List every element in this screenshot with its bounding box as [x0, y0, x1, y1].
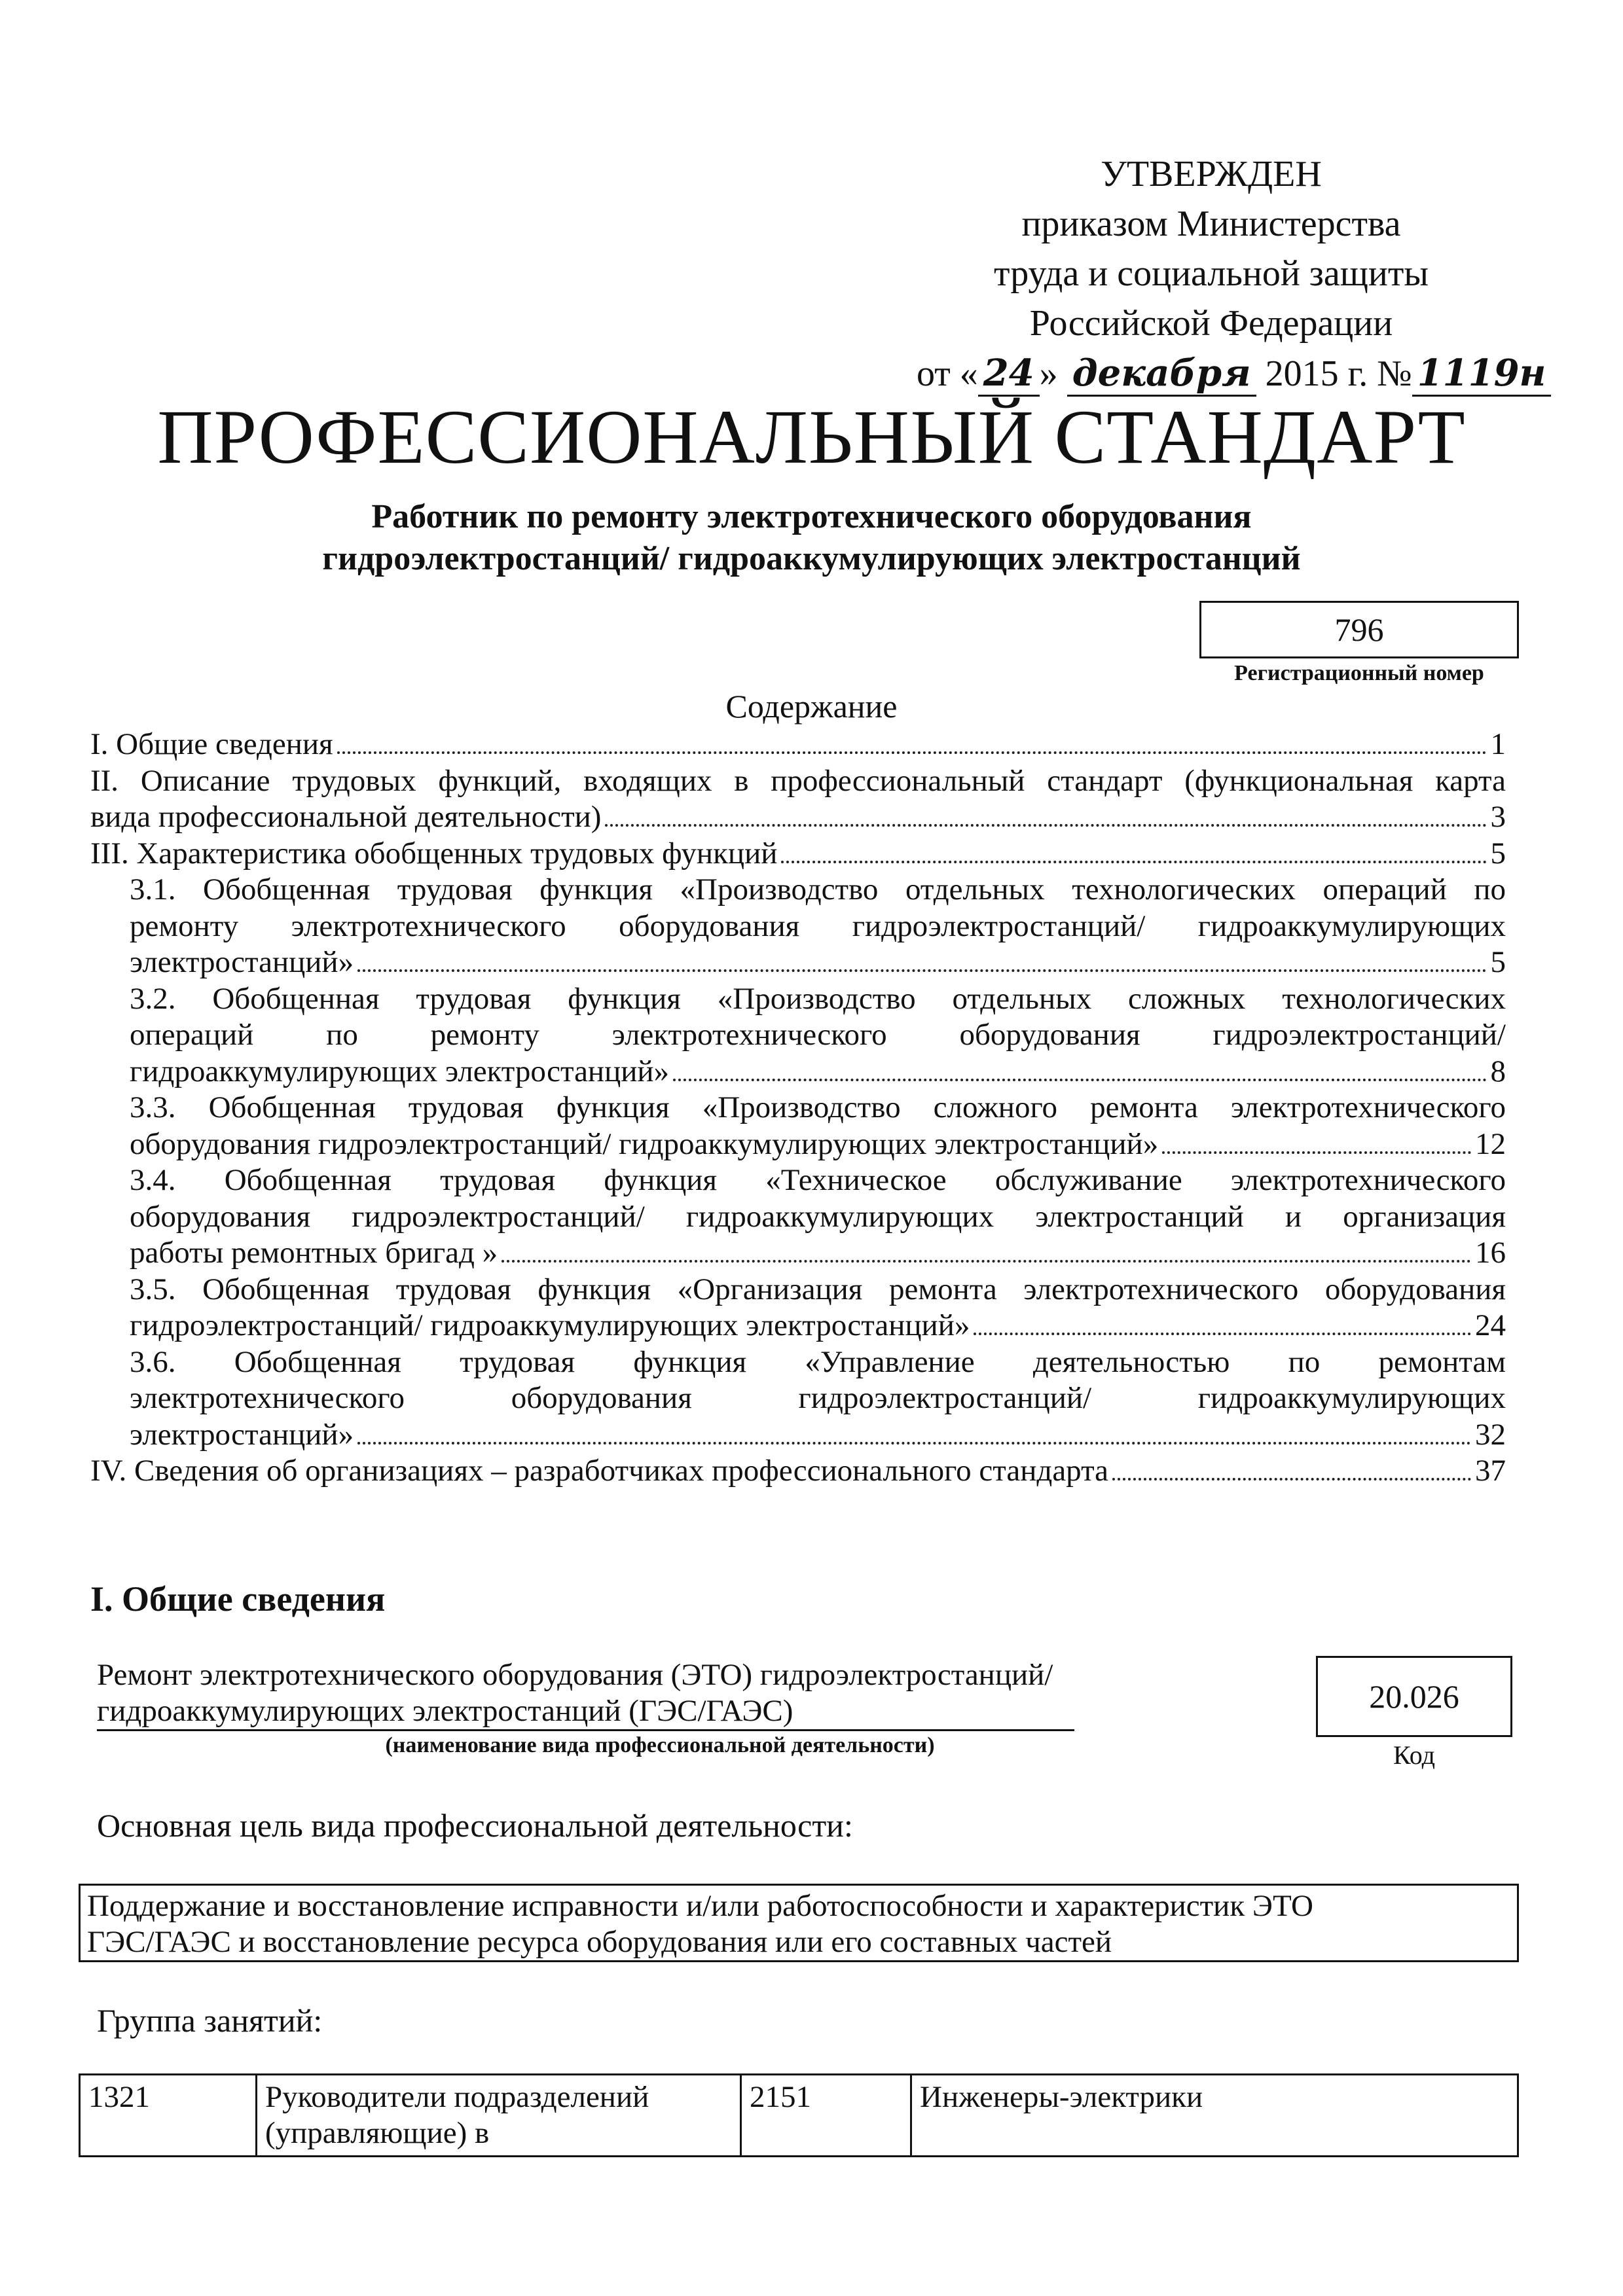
toc-entry-text: электростанций»: [130, 1417, 354, 1452]
group-name-line: Инженеры-электрики: [920, 2080, 1203, 2114]
toc-entry-section-3: [90, 836, 1506, 872]
document-subtitle: [131, 496, 1492, 580]
toc-entry-3-5: [90, 1272, 1506, 1344]
approval-line-4: Российской Федерации: [1029, 303, 1393, 344]
toc-entry-line: ремонту электротехнического оборудования гидроэлектростанций/ гидроаккумулирующих: [130, 908, 1506, 943]
registration-number-caption: Регистрационный номер: [1234, 661, 1484, 685]
toc-entry-line: операций по ремонту электротехнического оборудования гидроэлектростанций/: [130, 1018, 1506, 1052]
toc-entry-line: электротехнического оборудования гидроэлектростанций/ гидроаккумулирующих: [130, 1381, 1506, 1415]
contents-heading: Содержание: [725, 688, 898, 725]
toc-leader: [673, 1079, 1486, 1081]
group-name-line: Руководители подразделений: [265, 2080, 649, 2114]
toc-leader: [1162, 1151, 1471, 1154]
toc-page-number: 5: [1490, 945, 1506, 979]
table-row: [80, 2075, 1518, 2157]
activity-line-1: Ремонт электротехнического оборудования (ЭТО) гидроэлектростанций/: [97, 1658, 1053, 1692]
toc-entry-text: IV. Сведения об организациях – разработчиках профессионального стандарта: [90, 1454, 1109, 1488]
group-name-cell: [257, 2075, 741, 2157]
registration-number-box: 796: [1199, 601, 1519, 658]
toc-entry-section-4: [90, 1453, 1506, 1490]
group-name-line: (управляющие) в: [265, 2116, 490, 2150]
occupation-group-table: [79, 2073, 1519, 2157]
toc-leader: [357, 969, 1486, 972]
activity-line-2: гидроаккумулирующих электростанций (ГЭС/ГАЭС): [97, 1693, 1074, 1731]
approval-block: [917, 149, 1546, 399]
toc-entry-line: 3.5. Обобщенная трудовая функция «Организация ремонта электротехнического оборудования: [130, 1272, 1506, 1306]
approval-line-3: труда и социальной защиты: [994, 253, 1429, 294]
date-year: 2015 г. №: [1256, 353, 1412, 394]
toc-entry-3-4: [90, 1162, 1506, 1272]
toc-entry-text: III. Характеристика обобщенных трудовых функций: [90, 836, 778, 870]
handwritten-day: 24: [978, 351, 1040, 397]
activity-code-caption: Код: [1393, 1740, 1435, 1770]
toc-page-number: 16: [1475, 1236, 1506, 1270]
toc-entry-section-1: [90, 726, 1506, 763]
goal-label: Основная цель вида профессиональной деятельности:: [97, 1807, 853, 1844]
group-code-cell: 2151: [741, 2075, 911, 2157]
toc-entry-line: 3.2. Обобщенная трудовая функция «Производство отдельных сложных технологических: [130, 981, 1506, 1016]
toc-page-number: 5: [1490, 836, 1506, 870]
toc-page-number: 3: [1490, 800, 1506, 834]
approval-line-2: приказом Министерства: [1021, 204, 1401, 244]
occupation-group-label: Группа занятий:: [97, 2002, 323, 2039]
toc-entry-line: 3.3. Обобщенная трудовая функция «Производство сложного ремонта электротехнического: [130, 1090, 1506, 1124]
toc-page-number: 8: [1490, 1054, 1506, 1088]
date-prefix: от «: [917, 353, 978, 394]
section-1-title: I. Общие сведения: [90, 1579, 386, 1619]
activity-code-box: 20.026: [1316, 1656, 1512, 1737]
toc-entry-section-2: [90, 763, 1506, 836]
toc-entry-3-1: [90, 872, 1506, 981]
toc-leader: [974, 1333, 1471, 1335]
toc-entry-text: электростанций»: [130, 945, 354, 979]
date-mid: »: [1039, 353, 1067, 394]
toc-page-number: 37: [1475, 1454, 1506, 1488]
activity-caption: (наименование вида профессиональной деятельности): [385, 1733, 935, 1757]
toc-entry-text: работы ремонтных бригад »: [130, 1236, 498, 1270]
toc-entry-text: оборудования гидроэлектростанций/ гидроаккумулирующих электростанций»: [130, 1126, 1159, 1161]
toc-entry-3-2: [90, 981, 1506, 1090]
toc-leader: [605, 824, 1486, 827]
handwritten-month: декабря: [1067, 351, 1256, 397]
approval-date-line: [917, 348, 1546, 399]
toc-entry-text: I. Общие сведения: [90, 727, 333, 761]
toc-entry-line: 3.4. Обобщенная трудовая функция «Техническое обслуживание электротехнического: [130, 1163, 1506, 1197]
toc-page-number: 32: [1475, 1417, 1506, 1452]
toc-entry-3-3: [90, 1090, 1506, 1162]
toc-entry-line: 3.6. Обобщенная трудовая функция «Управление деятельностью по ремонтам: [130, 1344, 1506, 1379]
toc-leader: [337, 751, 1487, 754]
table-of-contents: [90, 726, 1506, 1490]
goal-line-1: Поддержание и восстановление исправности и/или работоспособности и характеристик ЭТО: [87, 1889, 1313, 1923]
subtitle-line-2: гидроэлектростанций/ гидроаккумулирующих электростанций: [322, 540, 1301, 577]
toc-page-number: 1: [1490, 727, 1506, 761]
toc-leader: [781, 861, 1486, 863]
group-name-cell: [911, 2075, 1518, 2157]
toc-entry-line: II. Описание трудовых функций, входящих в профессиональный стандарт (функциональная карта: [90, 763, 1506, 798]
group-code-cell: 1321: [80, 2075, 257, 2157]
toc-leader: [1112, 1478, 1471, 1480]
toc-entry-line: оборудования гидроэлектростанций/ гидроаккумулирующих электростанций и организация: [130, 1199, 1506, 1234]
goal-box: [79, 1884, 1519, 1962]
subtitle-line-1: Работник по ремонту электротехнического оборудования: [371, 498, 1252, 535]
toc-entry-3-6: [90, 1344, 1506, 1454]
toc-leader: [357, 1442, 1471, 1444]
toc-entry-line: 3.1. Обобщенная трудовая функция «Производство отдельных технологических операций по: [130, 872, 1506, 906]
toc-entry-text: гидроэлектростанций/ гидроаккумулирующих электростанций»: [130, 1308, 970, 1342]
toc-entry-text: вида профессиональной деятельности): [90, 800, 602, 834]
goal-line-2: ГЭС/ГАЭС и восстановление ресурса оборудования или его составных частей: [87, 1925, 1112, 1959]
toc-entry-text: гидроаккумулирующих электростанций»: [130, 1054, 670, 1088]
activity-name: [97, 1657, 1223, 1731]
document-title: ПРОФЕССИОНАЛЬНЫЙ СТАНДАРТ: [157, 394, 1466, 480]
toc-leader: [501, 1260, 1471, 1263]
toc-page-number: 24: [1475, 1308, 1506, 1342]
approval-line-1: УТВЕРЖДЕН: [1101, 154, 1322, 194]
toc-page-number: 12: [1475, 1126, 1506, 1161]
handwritten-order-number: 1119н: [1412, 351, 1552, 397]
